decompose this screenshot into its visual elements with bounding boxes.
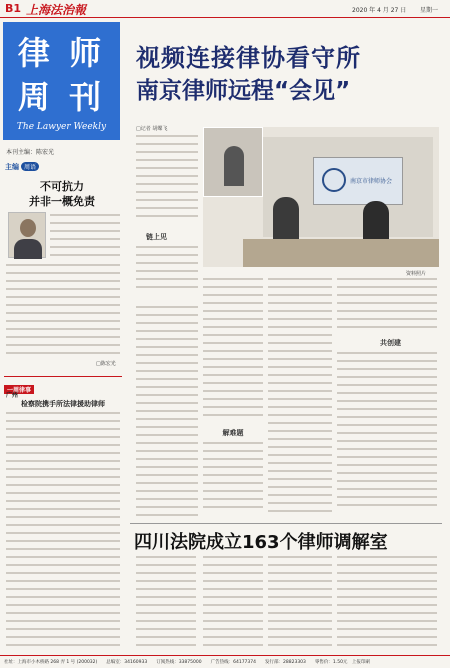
bottom-body-col1	[136, 554, 196, 650]
lead-headline-line2: 南京律师远程“会见”	[136, 78, 351, 104]
section-english-title: The Lawyer Weekly	[16, 122, 107, 132]
page-number: B1	[5, 2, 22, 15]
editor-portrait-head	[20, 219, 36, 237]
week-tag	[4, 376, 122, 394]
lead-body-col1	[136, 126, 198, 226]
bottom-divider	[130, 523, 442, 524]
week-item-headline: 检察院携手所法律援助律师	[21, 400, 105, 408]
lead-subhead-3: 共创建	[380, 339, 401, 347]
lead-photo	[203, 127, 439, 267]
column-tag	[5, 161, 39, 172]
lead-byline: □记者 胡蝶飞	[136, 126, 168, 132]
lead-body-col0	[136, 304, 198, 520]
column-tag-label: 主编	[5, 162, 19, 171]
lead-body-col4	[337, 276, 437, 336]
column-title-line1: 不可抗力	[40, 180, 84, 193]
photo-display-screen	[313, 157, 403, 205]
section-banner	[3, 22, 120, 140]
column-body	[6, 262, 120, 360]
lead-subhead-2: 解难题	[222, 429, 244, 437]
photo-inset	[203, 127, 263, 197]
week-item-region: 广州	[6, 392, 19, 399]
photo-screen-text: 南京市律师协会	[350, 178, 393, 185]
paper-name-logo: 上海法治報	[26, 3, 87, 17]
footer-text: 社址：上海市小木桥路 268 弄 1 号 (200032) 总编室：34160933 订阅热线：33875000 广告热线：64177374 发行部：28823303 零售价：1.50元 上报印刷	[4, 660, 370, 665]
issue-weekday: 星期一	[420, 7, 439, 14]
column-body-beside	[50, 212, 120, 260]
bottom-headline: 四川法院成立163个律师调解室	[134, 532, 388, 553]
lead-body-col1b	[136, 244, 198, 300]
section-title-line1: 律 师	[17, 34, 106, 72]
week-tag-label: 一周律事	[4, 385, 34, 394]
bottom-body-col2	[203, 554, 263, 650]
lead-body-col2b	[203, 440, 263, 520]
week-body	[6, 410, 120, 650]
bottom-body-col3	[268, 554, 332, 650]
masthead	[0, 0, 450, 18]
lead-body-col2	[203, 276, 263, 426]
column-tag-circle: 周语	[21, 162, 39, 171]
issue-date: 2020 年 4 月 27 日	[352, 7, 407, 14]
lead-body-col3	[268, 276, 332, 520]
column-sign: □陈宏光	[96, 361, 116, 367]
editor-portrait	[8, 212, 46, 258]
footer	[0, 655, 450, 668]
editor-portrait-body	[14, 239, 42, 259]
section-title-line2: 周 刊	[17, 78, 106, 116]
lead-headline-line1: 视频连接律协看守所	[136, 44, 361, 72]
photo-inset-figure	[224, 146, 244, 186]
section-editor: 本刊主编：陈宏光	[6, 149, 55, 156]
bottom-body-col4	[337, 554, 437, 650]
photo-caption: 资料照片	[406, 271, 427, 277]
lead-body-col4b	[337, 350, 437, 518]
photo-emblem-icon	[322, 168, 346, 192]
photo-desk	[243, 239, 439, 267]
lead-subhead-1: 链上见	[146, 233, 167, 241]
column-title-line2: 并非一概免责	[29, 195, 95, 208]
